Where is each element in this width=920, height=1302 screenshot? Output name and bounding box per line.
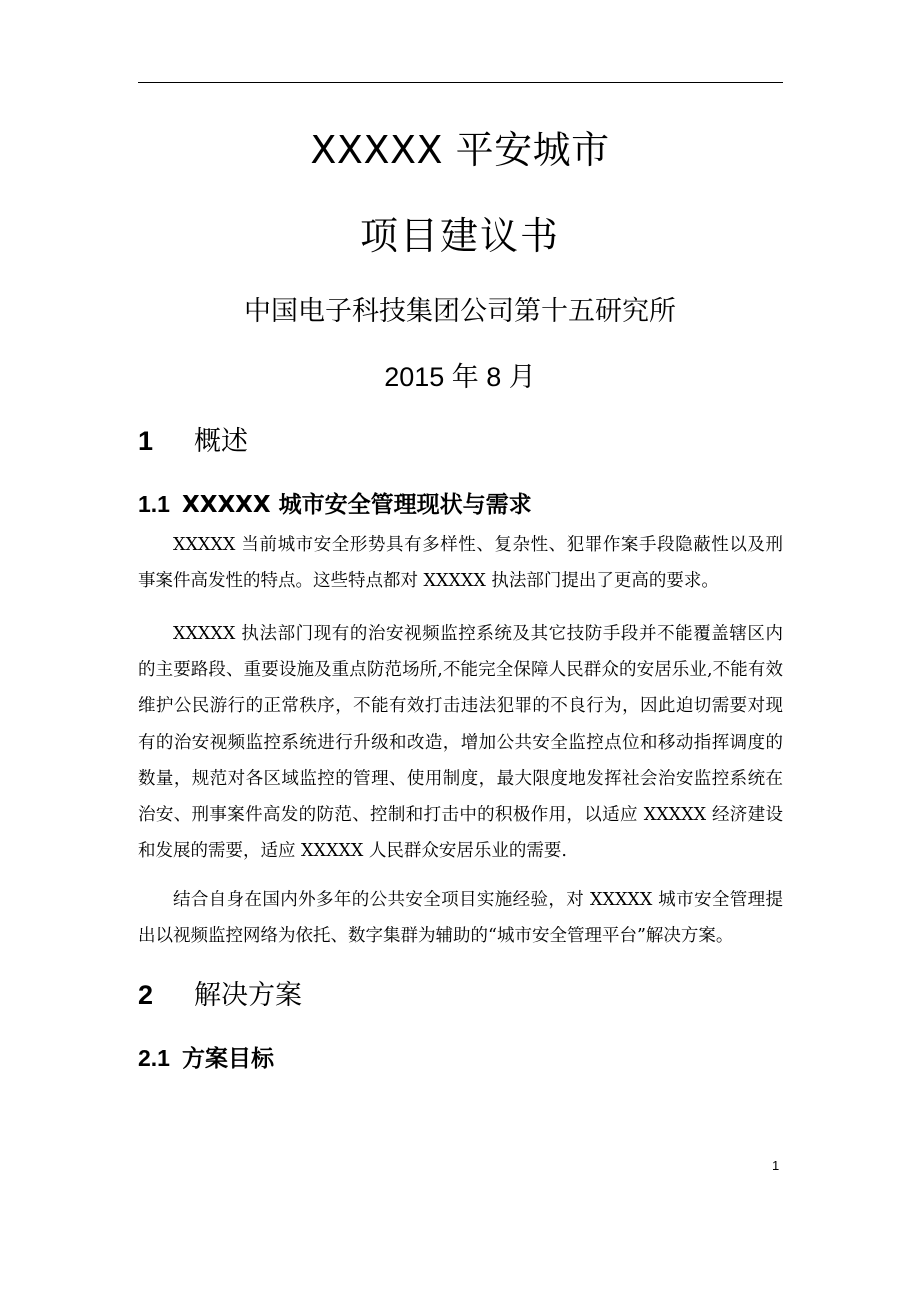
paragraph: 结合自身在国内外多年的公共安全项目实施经验，对 XXXXX 城市安全管理提出以视频监控网络为依托、数字集群为辅助的“城市安全管理平台”解决方案。 bbox=[138, 890, 783, 947]
section-number: 1 bbox=[138, 426, 154, 456]
subsection-number: 1.1 bbox=[138, 491, 170, 517]
subsection-heading-2-1 bbox=[138, 1041, 274, 1076]
document-title-line-2: 项目建议书 bbox=[359, 214, 560, 258]
subsection-number: 2.1 bbox=[138, 1045, 170, 1071]
paragraph: XXXXX 执法部门现有的治安视频监控系统及其它技防手段并不能覆盖辖区内的主要路段、重要设施及重点防范场所,不能完全保障人民群众的安居乐业,不能有效维护公民游行的正常秩序，不能有效打击违法犯罪的不良行为，因此迫切需要对现有的治安视频监控系统进行升级和改造，增加公共安全监控点位和移动指挥调度的数量，规范对各区域监控的管理、使用制度，最大限度地发挥社会治安监控系统在治安、刑事案件高发的防范、控制和打击中的积极作用，以适应 XXXXX 经济建设和发展的需要，适应 XXXXX 人民群众安居乐业的需要. bbox=[138, 624, 783, 862]
section-number: 2 bbox=[138, 980, 154, 1010]
section-heading-1 bbox=[138, 421, 248, 462]
page-number: 1 bbox=[772, 1158, 780, 1173]
section-title: 概述 bbox=[194, 426, 248, 457]
document-title-line-1: XXXXX 平安城市 bbox=[310, 128, 610, 172]
subsection-heading-1-1 bbox=[138, 487, 532, 522]
header-rule bbox=[138, 82, 783, 83]
section-title: 解决方案 bbox=[194, 980, 302, 1011]
document-date: 2015 年 8 月 bbox=[384, 362, 536, 392]
paragraph: XXXXX 当前城市安全形势具有多样性、复杂性、犯罪作案手段隐蔽性以及刑事案件高发性的特点。这些特点都对 XXXXX 执法部门提出了更高的要求。 bbox=[138, 535, 783, 592]
organization-name: 中国电子科技集团公司第十五研究所 bbox=[244, 296, 676, 327]
subsection-title: 方案目标 bbox=[181, 1046, 274, 1072]
subsection-title: XXXXX 城市安全管理现状与需求 bbox=[181, 492, 532, 518]
section-heading-2 bbox=[138, 975, 302, 1016]
